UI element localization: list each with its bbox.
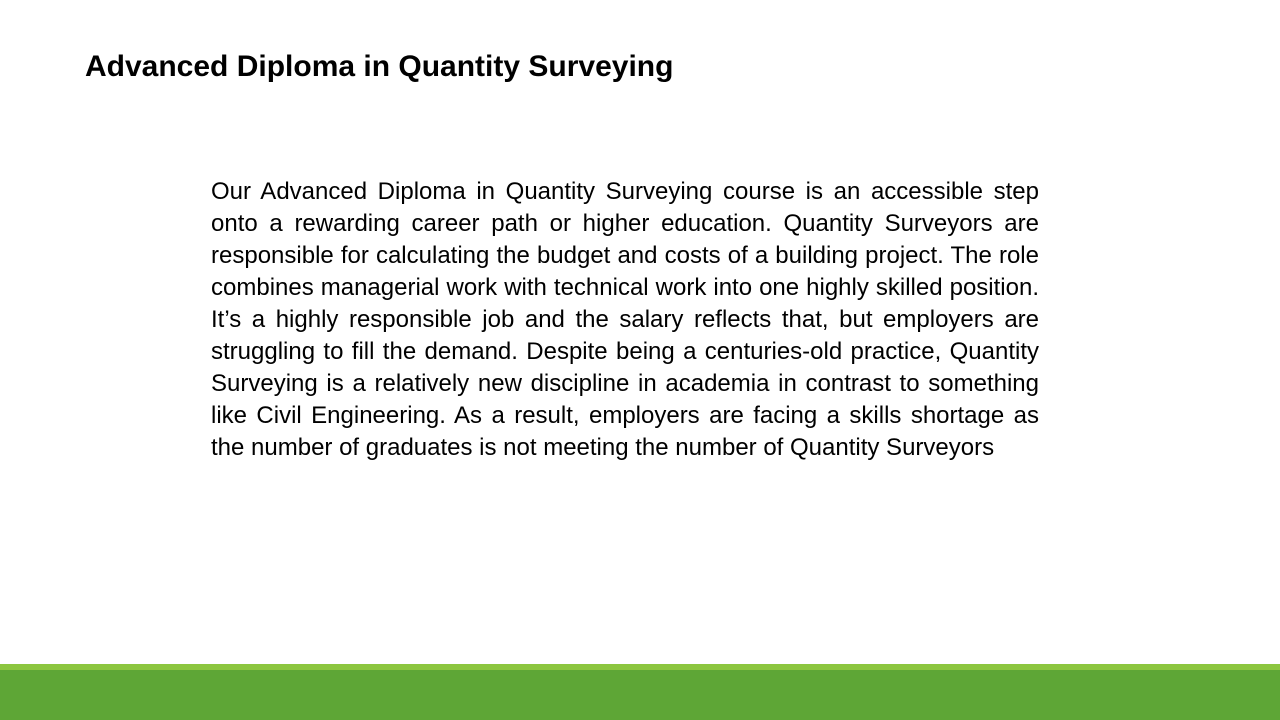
footer-band-highlight bbox=[0, 664, 1280, 670]
slide-title: Advanced Diploma in Quantity Surveying bbox=[85, 50, 674, 83]
slide-body-text: Our Advanced Diploma in Quantity Surveying course is an accessible step onto a rewarding career path or higher education. Quantity Surveyors are responsible for calculating the budget and costs of a building project. The role combines managerial work with technical work into one highly skilled position. It’s a highly responsible job and the salary reflects that, but employers are struggling to fill the demand. Despite being a centuries-old practice, Quantity Surveying is a relatively new discipline in academia in contrast to something like Civil Engineering. As a result, employers are facing a skills shortage as the number of graduates is not meeting the number of Quantity Surveyors bbox=[211, 178, 1039, 461]
footer-green-band bbox=[0, 664, 1280, 720]
